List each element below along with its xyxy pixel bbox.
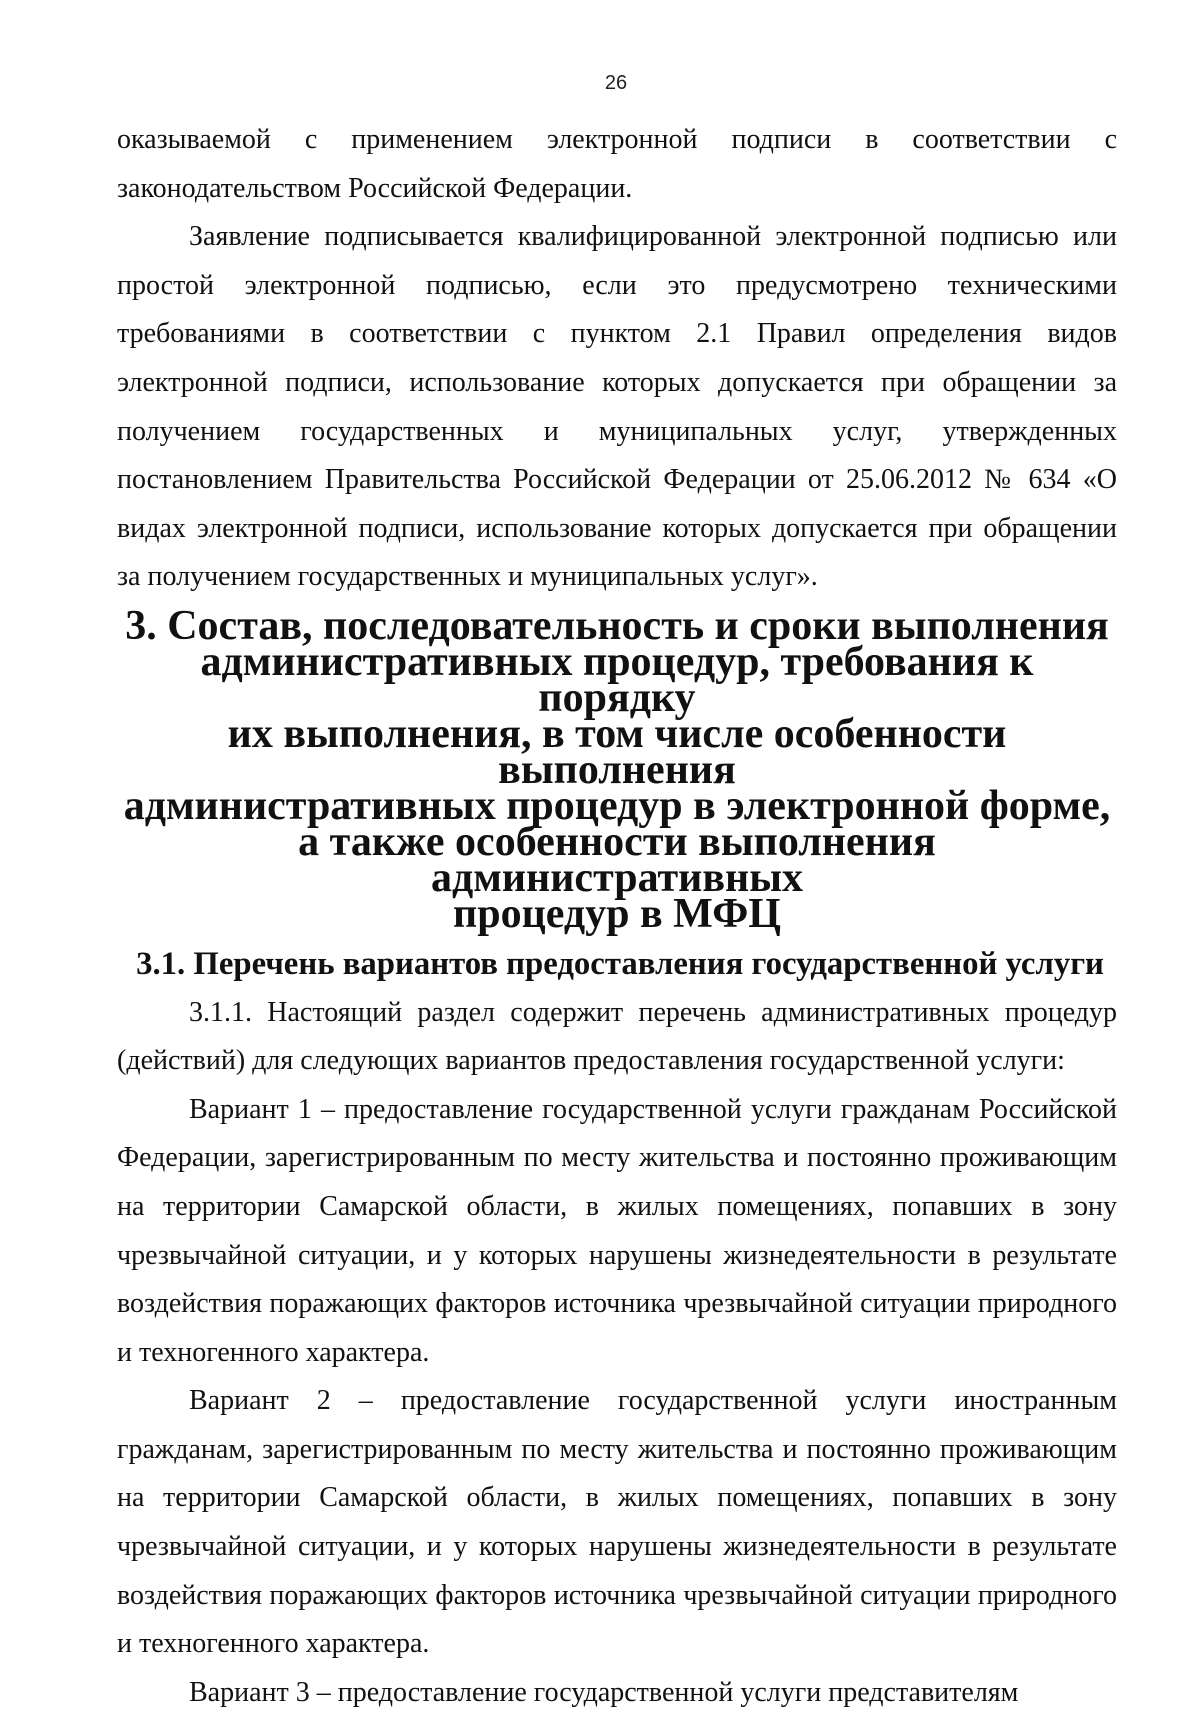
- paragraph-section-intro: 3.1.1. Настоящий раздел содержит перечень административных процедур (действий) для следующих вариантов предоставления государственной услуги:: [117, 996, 1117, 1077]
- paragraph-variant-2: Вариант 2 – предоставление государственной услуги иностранным гражданам, зарегистрированным по месту жительства и постоянно проживающим на территории Самарской области, в жилых помещениях, попавших в зону чрезвычайной ситуации, и у которых нарушены жизнедеятельности в результате воздействия поражающих факторов источника чрезвычайной ситуации природного и техногенного характера.: [117, 1385, 1117, 1660]
- paragraph-signature-requirements: Заявление подписывается квалифицированной электронной подписью или простой электронной подписью, если это предусмотрено техническими требованиями в соответствии с пунктом 2.1 Правил определения видов электронной подписи, использование которых допускается при обращении за получением государственных и муниципальных услуг, утвержденных постановлением Правительства Российской Федерации от 25.06.2012 № 634 «О видах электронной подписи, использование которых допускается при обращении за получением государственных и муниципальных услуг».: [117, 221, 1117, 593]
- paragraph-continuation: оказываемой с применением электронной подписи в соответствии с законодательством Российской Федерации.: [117, 124, 1117, 204]
- section-heading: [117, 602, 1117, 940]
- document-body: [117, 116, 1117, 1717]
- paragraph-variant-1: Вариант 1 – предоставление государственной услуги гражданам Российской Федерации, зарегистрированным по месту жительства и постоянно проживающим на территории Самарской области, в жилых помещениях, попавших в зону чрезвычайной ситуации, и у которых нарушены жизнедеятельности в результате воздействия поражающих факторов источника чрезвычайной ситуации природного и техногенного характера.: [117, 1093, 1117, 1368]
- section-heading-line: а также особенности выполнения административных: [298, 818, 936, 901]
- section-heading-line: процедур в МФЦ: [453, 890, 781, 937]
- section-heading-line: их выполнения, в том числе особенности выполнения: [227, 710, 1007, 793]
- section-heading-line: 3. Состав, последовательность и сроки выполнения: [125, 602, 1109, 649]
- page-number: 26: [604, 72, 628, 94]
- section-heading-line: административных процедур в электронной форме,: [123, 782, 1111, 829]
- subsection-heading: 3.1. Перечень вариантов предоставления государственной услуги: [136, 945, 1104, 982]
- section-heading-line: административных процедур, требования к порядку: [200, 638, 1034, 721]
- paragraph-variant-3: Вариант 3 – предоставление государственной услуги представителям: [189, 1676, 1019, 1708]
